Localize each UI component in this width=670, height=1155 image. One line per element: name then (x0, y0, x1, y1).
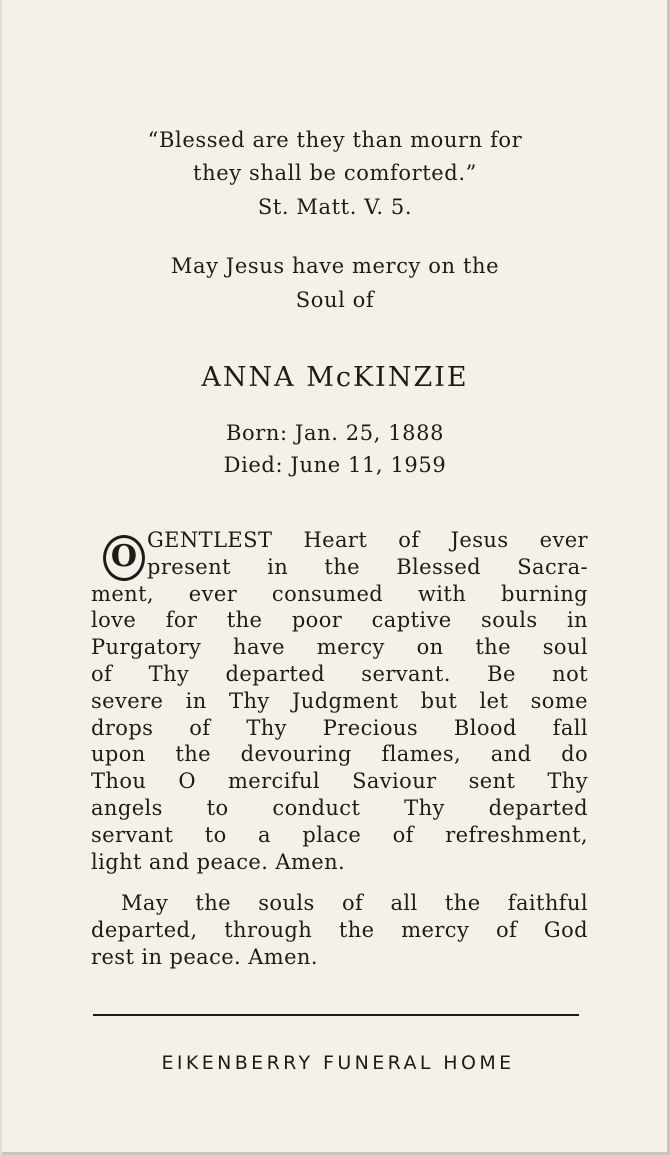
prayer-paragraph (91, 527, 588, 875)
closing-prayer-paragraph (91, 890, 588, 970)
prayer-line: Purgatory have mercy on the soul (91, 635, 588, 660)
prayer-line: upon the devouring flames, and do (91, 742, 588, 767)
scripture-quote-line-2: they shall be comforted.” (193, 161, 477, 185)
death-date: Died: June 11, 1959 (223, 453, 447, 477)
mercy-line-2: Soul of (295, 288, 375, 312)
prayer-line: of Thy departed servant. Be not (91, 661, 588, 686)
drop-cap-initial: O (103, 535, 145, 581)
prayer-line: angels to conduct Thy departed (91, 795, 588, 820)
scripture-citation: St. Matt. V. 5. (257, 195, 413, 219)
closing-prayer-line: May the souls of all the faithful (121, 891, 588, 915)
mercy-line-1: May Jesus have mercy on the (170, 254, 500, 278)
scripture-quote-line-1: “Blessed are they than mourn for (147, 128, 523, 152)
prayer-line: love for the poor captive souls in (91, 608, 588, 633)
funeral-home-name: EIKENBERRY FUNERAL HOME (161, 1052, 515, 1074)
prayer-line: ment, ever consumed with burning (91, 581, 588, 606)
prayer-line: Thou O merciful Saviour sent Thy (91, 769, 588, 794)
prayer-line: servant to a place of refreshment, (91, 822, 588, 847)
prayer-line: present in the Blessed Sacra- (147, 554, 588, 579)
closing-prayer-line: rest in peace. Amen. (91, 944, 318, 969)
divider-rule (93, 1014, 579, 1016)
prayer-line: light and peace. Amen. (91, 849, 346, 874)
prayer-line: drops of Thy Precious Blood fall (91, 715, 588, 740)
birth-date: Born: Jan. 25, 1888 (225, 421, 445, 445)
closing-prayer-line: departed, through the mercy of God (91, 917, 588, 942)
prayer-line: GENTLEST Heart of Jesus ever (147, 528, 588, 552)
prayer-line: severe in Thy Judgment but let some (91, 688, 588, 713)
deceased-name: ANNA McKINZIE (201, 362, 469, 393)
